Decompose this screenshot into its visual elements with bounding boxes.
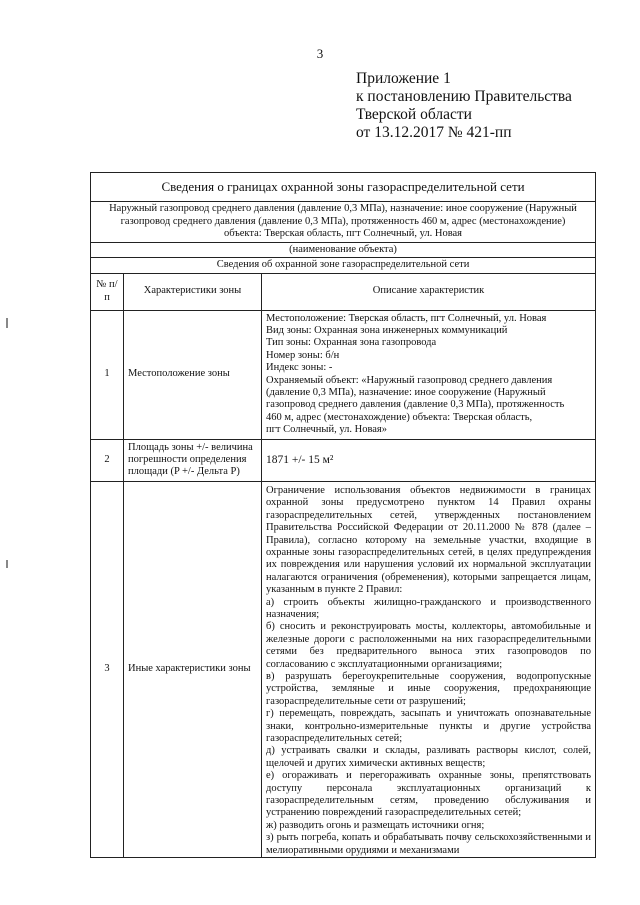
description-line: Вид зоны: Охранная зона инженерных коммуникаций (266, 325, 508, 336)
restriction-paragraph: а) строить объекты жилищно-гражданского и производственного назначения; (266, 596, 592, 620)
column-header-description: Описание характеристик (262, 273, 596, 310)
column-header-number: № п/п (91, 273, 124, 310)
appendix-line: Тверской области (356, 106, 472, 123)
description-line: Охраняемый объект: «Наружный газопровод среднего давления (266, 374, 553, 386)
appendix-line: к постановлению Правительства (356, 88, 572, 105)
description-line: Индекс зоны: - (266, 362, 333, 374)
table-title: Сведения о границах охранной зоны газораспределительной сети (91, 173, 596, 202)
description-line: Номер зоны: б/н (266, 349, 340, 361)
restriction-paragraph: д) устраивать свалки и склады, разливать растворы кислот, солей, щелочей и других химически активных веществ; (266, 745, 592, 769)
appendix-line: Приложение 1 (356, 70, 451, 87)
zone-characteristic: Площадь зоны +/- величина погрешности определения площади (P +/- Дельта P) (124, 439, 262, 481)
appendix-header (356, 70, 572, 142)
row-number: 1 (91, 310, 124, 439)
description-line: Местоположение: Тверская область, пгт Солнечный, ул. Новая (266, 312, 547, 324)
object-caption: (наименование объекта) (91, 242, 596, 257)
column-header-characteristic: Характеристики зоны (124, 273, 262, 310)
description-line: газопровод среднего давления (давление 0,3 МПа), протяженность (266, 399, 565, 411)
restriction-paragraph: г) перемещать, повреждать, засыпать и уничтожать опознавательные знаки, контрольно-измерительные пункты и другие устройства газораспределительных сетей; (266, 708, 592, 744)
restriction-paragraph: ж) разводить огонь и размещать источники огня; (266, 819, 485, 831)
description-line: Тип зоны: Охранная зона газопровода (266, 337, 437, 349)
zone-characteristic: Местоположение зоны (124, 310, 262, 439)
object-name (91, 202, 596, 243)
protection-zone-table (90, 172, 596, 858)
table-row (91, 310, 596, 439)
zone-area-value: 1871 +/- 15 м² (262, 439, 596, 481)
restriction-paragraph: в) разрушать берегоукрепительные сооружения, водопропускные устройства, земляные и иные сооружения, предохраняющие газораспределительные сети от разрушений; (266, 670, 592, 707)
row-number: 3 (91, 481, 124, 857)
restriction-paragraph: б) сносить и реконструировать мосты, коллекторы, автомобильные и железные дороги с расположенными на них газораспределительными сетями без предварительного выноса этих газопроводов по согласованию с эксплуатационными организациями; (266, 621, 592, 670)
table-row (91, 481, 596, 857)
restriction-paragraph: Ограничение использования объектов недвижимости в границах охранной зоны предусмотрено пунктом 14 Правил охраны газораспределительных сетей, утвержденных постановлением Правительства Российской Федерации от 20.11.2000 № 878 (далее – Правила), согласно которому на земельные участки, входящие в охранные зоны газораспределительных сетей, в целях предупреждения их повреждения или нарушения условий их нормальной эксплуатации налагаются ограничения (обременения), которыми запрещается лицам, указанным в пункте 2 Правил: (266, 484, 592, 596)
description-line: (давление 0,3 МПа), назначение: иное сооружение (Наружный (266, 387, 546, 399)
table-row (91, 439, 596, 481)
object-name-line: объекта: Тверская область, пгт Солнечный, ул. Новая (224, 228, 463, 240)
zone-description (262, 310, 596, 439)
zone-characteristic: Иные характеристики зоны (124, 481, 262, 857)
object-name-line: газопровод среднего давления (давление 0,3 МПа), протяженность 460 м, адрес (местонахождение) (120, 215, 566, 227)
zone-restrictions (262, 481, 596, 857)
page-number: 3 (316, 46, 324, 61)
zone-section-header: Сведения об охранной зоне газораспределительной сети (91, 258, 596, 273)
restriction-paragraph: е) огораживать и перегораживать охранные зоны, препятствовать доступу персонала эксплуатационных организаций к газораспределительным сетям, проведению обслуживания и устранению повреждений газораспределительных сетей; (266, 770, 592, 819)
restriction-paragraph: з) рыть погреба, копать и обрабатывать почву сельскохозяйственными и мелиоративными орудиями и механизмами (266, 832, 592, 856)
description-line: 460 м, адрес (местонахождение) объекта: Тверская область, (266, 411, 533, 423)
appendix-line: от 13.12.2017 № 421-пп (356, 124, 512, 141)
scan-edge-mark (6, 560, 8, 568)
scan-edge-mark (6, 318, 8, 328)
row-number: 2 (91, 439, 124, 481)
object-name-line: Наружный газопровод среднего давления (давление 0,3 МПа), назначение: иное сооружение (Наружный (109, 203, 577, 214)
description-line: пгт Солнечный, ул. Новая» (266, 424, 388, 436)
